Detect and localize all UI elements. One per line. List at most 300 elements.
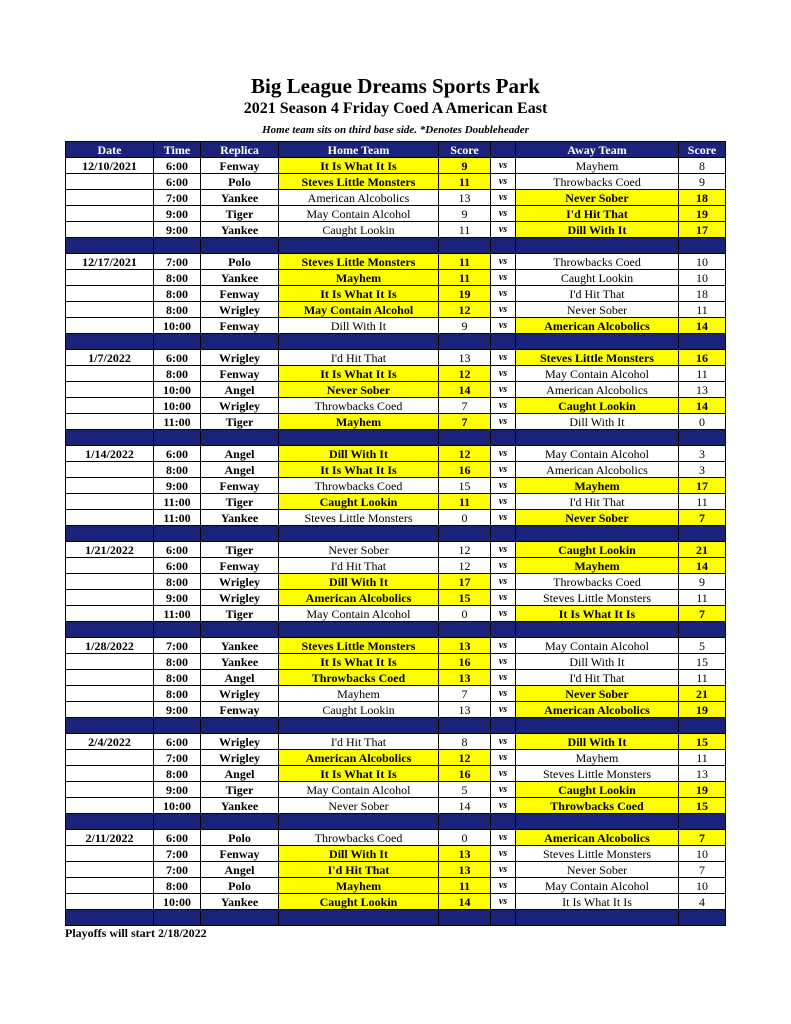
away-score: 21 xyxy=(679,542,726,558)
game-time: 8:00 xyxy=(154,654,201,670)
separator-cell xyxy=(516,430,679,446)
separator-cell xyxy=(516,526,679,542)
vs-label: vs xyxy=(491,382,516,398)
game-row xyxy=(66,862,726,878)
game-field: Wrigley xyxy=(201,350,279,366)
game-row xyxy=(66,494,726,510)
away-score: 19 xyxy=(679,702,726,718)
away-team: Mayhem xyxy=(516,478,679,494)
game-row xyxy=(66,590,726,606)
game-time: 7:00 xyxy=(154,254,201,270)
vs-label: vs xyxy=(491,734,516,750)
away-score: 10 xyxy=(679,878,726,894)
away-score: 15 xyxy=(679,734,726,750)
game-time: 8:00 xyxy=(154,766,201,782)
away-team: May Contain Alcohol xyxy=(516,446,679,462)
vs-label: vs xyxy=(491,350,516,366)
home-team: Never Sober xyxy=(279,542,439,558)
home-score: 13 xyxy=(439,702,491,718)
vs-label: vs xyxy=(491,830,516,846)
separator-cell xyxy=(679,910,726,926)
game-row xyxy=(66,638,726,654)
separator-cell xyxy=(439,814,491,830)
game-field: Wrigley xyxy=(201,302,279,318)
game-row xyxy=(66,270,726,286)
game-field: Angel xyxy=(201,862,279,878)
away-team: Steves Little Monsters xyxy=(516,846,679,862)
home-score: 13 xyxy=(439,350,491,366)
vs-label: vs xyxy=(491,766,516,782)
home-score: 12 xyxy=(439,750,491,766)
away-team: May Contain Alcohol xyxy=(516,638,679,654)
away-score: 7 xyxy=(679,606,726,622)
separator-cell xyxy=(516,910,679,926)
home-score: 11 xyxy=(439,494,491,510)
home-team: It Is What It Is xyxy=(279,462,439,478)
game-row xyxy=(66,750,726,766)
away-team: Caught Lookin xyxy=(516,542,679,558)
separator-cell xyxy=(66,334,154,350)
game-date-empty xyxy=(66,174,154,190)
game-field: Tiger xyxy=(201,494,279,510)
game-date-empty xyxy=(66,382,154,398)
game-date: 1/21/2022 xyxy=(66,542,154,558)
game-time: 8:00 xyxy=(154,366,201,382)
separator-cell xyxy=(201,430,279,446)
home-team: It Is What It Is xyxy=(279,654,439,670)
vs-label: vs xyxy=(491,686,516,702)
away-team: Throwbacks Coed xyxy=(516,798,679,814)
away-team: Steves Little Monsters xyxy=(516,350,679,366)
game-field: Wrigley xyxy=(201,750,279,766)
game-field: Yankee xyxy=(201,270,279,286)
home-team: I'd Hit That xyxy=(279,734,439,750)
away-team: Throwbacks Coed xyxy=(516,254,679,270)
separator-cell xyxy=(439,718,491,734)
home-score: 13 xyxy=(439,862,491,878)
separator-cell xyxy=(201,238,279,254)
home-score: 16 xyxy=(439,654,491,670)
home-team: American Alcobolics xyxy=(279,190,439,206)
separator-cell xyxy=(66,814,154,830)
away-score: 8 xyxy=(679,158,726,174)
separator-cell xyxy=(154,814,201,830)
game-row xyxy=(66,702,726,718)
away-score: 14 xyxy=(679,398,726,414)
home-team: Mayhem xyxy=(279,270,439,286)
game-row xyxy=(66,894,726,910)
away-team: American Alcobolics xyxy=(516,462,679,478)
game-row xyxy=(66,510,726,526)
home-score: 11 xyxy=(439,222,491,238)
game-field: Wrigley xyxy=(201,574,279,590)
game-date-empty xyxy=(66,462,154,478)
away-team: It Is What It Is xyxy=(516,606,679,622)
away-team: May Contain Alcohol xyxy=(516,366,679,382)
col-header-vs xyxy=(491,142,516,158)
home-team: Steves Little Monsters xyxy=(279,638,439,654)
game-date: 12/17/2021 xyxy=(66,254,154,270)
separator-cell xyxy=(154,622,201,638)
home-team: Mayhem xyxy=(279,878,439,894)
vs-label: vs xyxy=(491,254,516,270)
col-header-away-score: Score xyxy=(679,142,726,158)
game-date: 2/4/2022 xyxy=(66,734,154,750)
away-score: 0 xyxy=(679,414,726,430)
separator-cell xyxy=(279,718,439,734)
game-field: Wrigley xyxy=(201,590,279,606)
separator-cell xyxy=(154,910,201,926)
game-time: 11:00 xyxy=(154,414,201,430)
col-header-away-team: Away Team xyxy=(516,142,679,158)
week-separator xyxy=(66,526,726,542)
game-field: Fenway xyxy=(201,846,279,862)
separator-cell xyxy=(439,430,491,446)
separator-cell xyxy=(279,238,439,254)
away-score: 11 xyxy=(679,494,726,510)
home-score: 12 xyxy=(439,302,491,318)
vs-label: vs xyxy=(491,270,516,286)
game-row xyxy=(66,462,726,478)
away-score: 11 xyxy=(679,590,726,606)
away-score: 9 xyxy=(679,574,726,590)
separator-cell xyxy=(679,718,726,734)
separator-cell xyxy=(491,334,516,350)
game-time: 10:00 xyxy=(154,894,201,910)
game-field: Wrigley xyxy=(201,398,279,414)
separator-cell xyxy=(439,238,491,254)
game-time: 7:00 xyxy=(154,846,201,862)
separator-cell xyxy=(154,430,201,446)
vs-label: vs xyxy=(491,414,516,430)
separator-cell xyxy=(279,814,439,830)
away-score: 19 xyxy=(679,206,726,222)
home-score: 0 xyxy=(439,830,491,846)
vs-label: vs xyxy=(491,398,516,414)
home-team: May Contain Alcohol xyxy=(279,206,439,222)
game-date-empty xyxy=(66,366,154,382)
away-team: Dill With It xyxy=(516,734,679,750)
game-date-empty xyxy=(66,510,154,526)
separator-cell xyxy=(679,622,726,638)
vs-label: vs xyxy=(491,638,516,654)
game-date: 1/28/2022 xyxy=(66,638,154,654)
game-time: 6:00 xyxy=(154,158,201,174)
week-separator xyxy=(66,910,726,926)
separator-cell xyxy=(201,334,279,350)
separator-cell xyxy=(516,622,679,638)
game-time: 7:00 xyxy=(154,190,201,206)
vs-label: vs xyxy=(491,670,516,686)
home-score: 0 xyxy=(439,606,491,622)
away-team: Dill With It xyxy=(516,654,679,670)
home-score: 16 xyxy=(439,766,491,782)
away-team: Never Sober xyxy=(516,190,679,206)
away-score: 10 xyxy=(679,270,726,286)
home-score: 14 xyxy=(439,382,491,398)
game-date-empty xyxy=(66,206,154,222)
away-team: American Alcobolics xyxy=(516,382,679,398)
away-score: 11 xyxy=(679,670,726,686)
vs-label: vs xyxy=(491,606,516,622)
game-date-empty xyxy=(66,318,154,334)
game-row xyxy=(66,206,726,222)
home-score: 16 xyxy=(439,462,491,478)
home-score: 11 xyxy=(439,270,491,286)
game-date-empty xyxy=(66,654,154,670)
home-team: Throwbacks Coed xyxy=(279,830,439,846)
game-row xyxy=(66,670,726,686)
game-row xyxy=(66,846,726,862)
separator-cell xyxy=(516,814,679,830)
away-score: 4 xyxy=(679,894,726,910)
game-row xyxy=(66,398,726,414)
game-time: 9:00 xyxy=(154,590,201,606)
home-team: Mayhem xyxy=(279,686,439,702)
separator-cell xyxy=(66,622,154,638)
separator-cell xyxy=(201,718,279,734)
away-score: 18 xyxy=(679,286,726,302)
away-team: I'd Hit That xyxy=(516,670,679,686)
game-time: 10:00 xyxy=(154,398,201,414)
schedule-body xyxy=(66,158,726,926)
separator-cell xyxy=(679,814,726,830)
away-score: 14 xyxy=(679,558,726,574)
separator-cell xyxy=(679,238,726,254)
separator-cell xyxy=(679,430,726,446)
away-team: Never Sober xyxy=(516,862,679,878)
separator-cell xyxy=(201,814,279,830)
game-row xyxy=(66,302,726,318)
game-row xyxy=(66,878,726,894)
game-field: Wrigley xyxy=(201,686,279,702)
away-score: 15 xyxy=(679,798,726,814)
home-team: I'd Hit That xyxy=(279,862,439,878)
vs-label: vs xyxy=(491,878,516,894)
home-team: It Is What It Is xyxy=(279,766,439,782)
game-field: Angel xyxy=(201,670,279,686)
game-field: Tiger xyxy=(201,542,279,558)
home-team: Dill With It xyxy=(279,318,439,334)
separator-cell xyxy=(279,622,439,638)
home-score: 11 xyxy=(439,254,491,270)
home-team: Dill With It xyxy=(279,446,439,462)
game-field: Polo xyxy=(201,254,279,270)
away-team: American Alcobolics xyxy=(516,318,679,334)
game-date-empty xyxy=(66,782,154,798)
week-separator xyxy=(66,718,726,734)
home-team: It Is What It Is xyxy=(279,158,439,174)
game-time: 9:00 xyxy=(154,206,201,222)
separator-cell xyxy=(279,334,439,350)
game-row xyxy=(66,190,726,206)
game-field: Yankee xyxy=(201,638,279,654)
game-row xyxy=(66,782,726,798)
away-team: Caught Lookin xyxy=(516,782,679,798)
separator-cell xyxy=(491,526,516,542)
away-score: 7 xyxy=(679,510,726,526)
game-field: Yankee xyxy=(201,654,279,670)
game-time: 8:00 xyxy=(154,878,201,894)
game-time: 9:00 xyxy=(154,782,201,798)
home-score: 14 xyxy=(439,798,491,814)
away-team: Caught Lookin xyxy=(516,398,679,414)
col-header-date: Date xyxy=(66,142,154,158)
home-score: 7 xyxy=(439,398,491,414)
away-score: 11 xyxy=(679,366,726,382)
week-separator xyxy=(66,430,726,446)
game-date-empty xyxy=(66,398,154,414)
away-score: 21 xyxy=(679,686,726,702)
away-score: 3 xyxy=(679,446,726,462)
game-time: 6:00 xyxy=(154,350,201,366)
away-team: I'd Hit That xyxy=(516,494,679,510)
home-score: 12 xyxy=(439,542,491,558)
game-time: 8:00 xyxy=(154,270,201,286)
game-date-empty xyxy=(66,750,154,766)
game-time: 10:00 xyxy=(154,318,201,334)
away-team: Mayhem xyxy=(516,158,679,174)
vs-label: vs xyxy=(491,318,516,334)
game-time: 11:00 xyxy=(154,510,201,526)
game-row xyxy=(66,318,726,334)
vs-label: vs xyxy=(491,558,516,574)
vs-label: vs xyxy=(491,286,516,302)
away-team: Throwbacks Coed xyxy=(516,574,679,590)
game-row xyxy=(66,830,726,846)
vs-label: vs xyxy=(491,190,516,206)
playoffs-note: Playoffs will start 2/18/2022 xyxy=(65,926,207,940)
home-score: 15 xyxy=(439,590,491,606)
vs-label: vs xyxy=(491,798,516,814)
separator-cell xyxy=(201,910,279,926)
game-time: 8:00 xyxy=(154,670,201,686)
game-row xyxy=(66,414,726,430)
home-score: 19 xyxy=(439,286,491,302)
week-separator xyxy=(66,814,726,830)
separator-cell xyxy=(154,526,201,542)
away-score: 14 xyxy=(679,318,726,334)
away-team: Caught Lookin xyxy=(516,270,679,286)
home-score: 11 xyxy=(439,174,491,190)
game-date-empty xyxy=(66,702,154,718)
game-row xyxy=(66,254,726,270)
game-row xyxy=(66,158,726,174)
game-date-empty xyxy=(66,670,154,686)
game-field: Polo xyxy=(201,830,279,846)
game-date-empty xyxy=(66,286,154,302)
home-score: 8 xyxy=(439,734,491,750)
page-title: Big League Dreams Sports Park xyxy=(251,74,540,98)
game-field: Fenway xyxy=(201,286,279,302)
game-row xyxy=(66,286,726,302)
away-score: 9 xyxy=(679,174,726,190)
game-row xyxy=(66,174,726,190)
home-team: It Is What It Is xyxy=(279,366,439,382)
game-field: Angel xyxy=(201,446,279,462)
vs-label: vs xyxy=(491,702,516,718)
game-field: Yankee xyxy=(201,798,279,814)
home-score: 11 xyxy=(439,878,491,894)
away-team: I'd Hit That xyxy=(516,206,679,222)
game-row xyxy=(66,542,726,558)
game-row xyxy=(66,478,726,494)
separator-cell xyxy=(439,526,491,542)
vs-label: vs xyxy=(491,846,516,862)
game-field: Yankee xyxy=(201,894,279,910)
home-score: 13 xyxy=(439,846,491,862)
home-team: Steves Little Monsters xyxy=(279,510,439,526)
home-score: 7 xyxy=(439,414,491,430)
away-team: Never Sober xyxy=(516,302,679,318)
schedule-note: Home team sits on third base side. *Denotes Doubleheader xyxy=(262,124,529,136)
game-date-empty xyxy=(66,606,154,622)
game-field: Tiger xyxy=(201,782,279,798)
game-date-empty xyxy=(66,270,154,286)
away-team: Never Sober xyxy=(516,686,679,702)
vs-label: vs xyxy=(491,654,516,670)
game-time: 8:00 xyxy=(154,574,201,590)
away-team: American Alcobolics xyxy=(516,702,679,718)
separator-cell xyxy=(279,526,439,542)
game-field: Angel xyxy=(201,766,279,782)
col-header-replica: Replica xyxy=(201,142,279,158)
game-row xyxy=(66,798,726,814)
away-score: 16 xyxy=(679,350,726,366)
game-date-empty xyxy=(66,190,154,206)
separator-cell xyxy=(491,910,516,926)
game-date: 2/11/2022 xyxy=(66,830,154,846)
game-date-empty xyxy=(66,414,154,430)
game-time: 8:00 xyxy=(154,462,201,478)
vs-label: vs xyxy=(491,542,516,558)
separator-cell xyxy=(679,334,726,350)
separator-cell xyxy=(66,238,154,254)
game-row xyxy=(66,606,726,622)
week-separator xyxy=(66,238,726,254)
home-score: 9 xyxy=(439,318,491,334)
game-field: Tiger xyxy=(201,606,279,622)
home-score: 9 xyxy=(439,206,491,222)
game-time: 8:00 xyxy=(154,286,201,302)
game-date-empty xyxy=(66,894,154,910)
col-header-time: Time xyxy=(154,142,201,158)
home-score: 12 xyxy=(439,558,491,574)
home-score: 0 xyxy=(439,510,491,526)
home-score: 14 xyxy=(439,894,491,910)
home-team: I'd Hit That xyxy=(279,558,439,574)
separator-cell xyxy=(279,910,439,926)
game-date-empty xyxy=(66,574,154,590)
game-row xyxy=(66,446,726,462)
season-subtitle: 2021 Season 4 Friday Coed A American East xyxy=(243,100,548,117)
vs-label: vs xyxy=(491,574,516,590)
home-team: Throwbacks Coed xyxy=(279,478,439,494)
game-date: 1/7/2022 xyxy=(66,350,154,366)
home-score: 13 xyxy=(439,190,491,206)
game-date-empty xyxy=(66,590,154,606)
away-team: Dill With It xyxy=(516,414,679,430)
separator-cell xyxy=(439,910,491,926)
separator-cell xyxy=(279,430,439,446)
game-row xyxy=(66,222,726,238)
away-score: 5 xyxy=(679,638,726,654)
game-row xyxy=(66,574,726,590)
game-row xyxy=(66,558,726,574)
home-score: 17 xyxy=(439,574,491,590)
game-date-empty xyxy=(66,862,154,878)
game-field: Fenway xyxy=(201,478,279,494)
